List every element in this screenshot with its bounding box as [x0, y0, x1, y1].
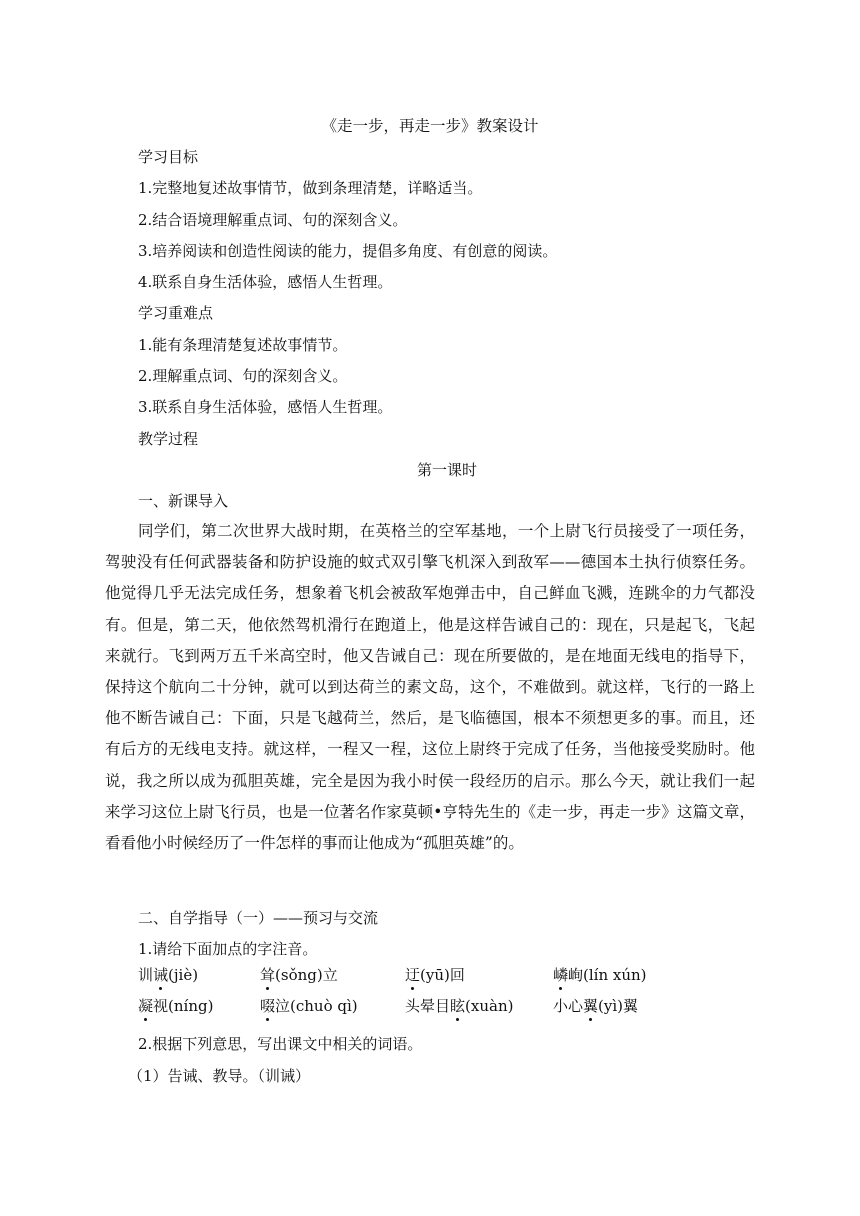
vocab-item: 迂(yū)回 [405, 966, 465, 984]
process-heading: 教学过程 [138, 430, 199, 448]
key-point-item: 3.联系自身生活体验，感悟人生哲理。 [138, 398, 393, 416]
key-point-item: 1.能有条理清楚复述故事情节。 [138, 336, 348, 354]
document-title: 《走一步，再走一步》教案设计 [321, 117, 539, 135]
lesson-label: 第一课时 [416, 461, 477, 479]
vocab-item: 啜泣(chuò qì) [260, 997, 358, 1015]
key-point-item: 2.理解重点词、句的深刻含义。 [138, 367, 348, 385]
section2-heading: 二、自学指导（一）——预习与交流 [138, 909, 379, 927]
vocab-item: 凝视(níng) [138, 997, 214, 1015]
goal-item: 2.结合语境理解重点词、句的深刻含义。 [138, 211, 408, 229]
question-2-item: （1）告诫、教导。（训诫） [128, 1067, 311, 1085]
question-1: 1.请给下面加点的字注音。 [138, 940, 318, 958]
intro-paragraph-text: 同学们，第二次世界大战时期，在英格兰的空军基地，一个上尉飞行员接受了一项任务，驾驶没有任何武器装备和防护设施的蚊式双引擎飞机深入到敌军——德国本土执行侦察任务。他觉得几乎无法完成任务，想象着飞机会被敌军炮弹击中，自己鲜血飞溅，连跳伞的力气都没有。但是，第二天，他依然驾机滑行在跑道上，他是这样告诫自己的：现在，只是起飞，飞起来就行。飞到两万五千米高空时，他又告诫自己：现在所要做的，是在地面无线电的指导下，保持这个航向二十分钟，就可以到达荷兰的素文岛，这个，不难做到。就这样，飞行的一路上他不断告诫自己：下面，只是飞越荷兰，然后，是飞临德国，根本不须想更多的事。而且，还有后方的无线电支持。就这样，一程又一程，这位上尉终于完成了任务，当他接受奖励时。他说，我之所以成为孤胆英雄，完全是因为我小时侯一段经历的启示。那么今天，就让我们一起来学习这位上尉飞行员，也是一位著名作家莫顿•亨特先生的《走一步，再走一步》这篇文章，看看他小时候经历了一件怎样的事而让他成为“孤胆英雄”的。 [105, 522, 755, 853]
intro-paragraph [105, 516, 755, 859]
goals-heading: 学习目标 [138, 148, 199, 166]
goal-item: 1.完整地复述故事情节，做到条理清楚，详略适当。 [138, 179, 483, 197]
goal-item: 3.培养阅读和创造性阅读的能力，提倡多角度、有创意的阅读。 [138, 242, 558, 260]
vocab-item: 小心翼(yì)翼 [553, 997, 639, 1015]
section1-heading: 一、新课导入 [138, 492, 229, 510]
vocab-item: 头晕目眩(xuàn) [405, 997, 514, 1015]
goal-item: 4.联系自身生活体验，感悟人生哲理。 [138, 273, 393, 291]
vocab-item: 耸(sǒng)立 [260, 966, 338, 984]
key-points-heading: 学习重难点 [138, 304, 214, 322]
vocab-item: 训诫(jiè) [138, 966, 199, 984]
question-2: 2.根据下列意思，写出课文中相关的词语。 [138, 1035, 423, 1053]
vocab-item: 嶙峋(lín xún) [553, 966, 647, 984]
